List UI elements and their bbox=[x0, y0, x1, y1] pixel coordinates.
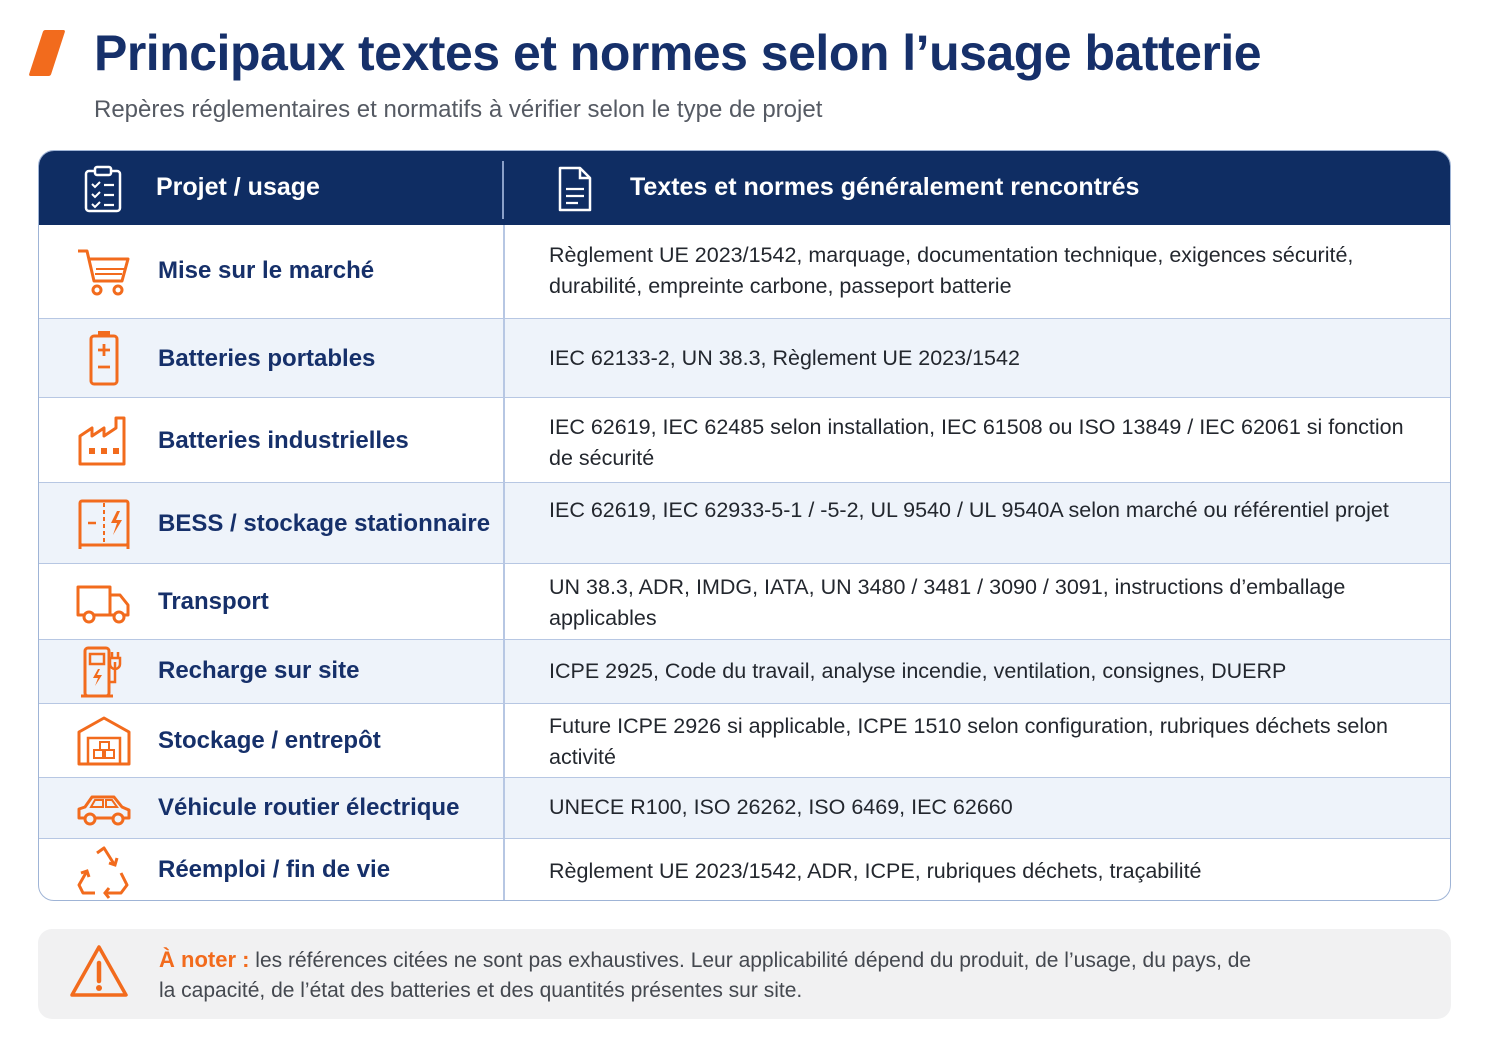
table-row bbox=[39, 639, 1450, 703]
table-row bbox=[39, 838, 1450, 901]
note-box bbox=[38, 929, 1451, 1019]
row-label: Réemploi / fin de vie bbox=[158, 856, 391, 883]
col-header-project: Projet / usage bbox=[156, 173, 320, 201]
row-standards: ICPE 2925, Code du travail, analyse incendie, ventilation, consignes, DUERP bbox=[549, 659, 1287, 683]
row-standards: Future ICPE 2926 si applicable, ICPE 1510 selon configuration, rubriques déchets selon activité bbox=[549, 714, 1389, 769]
row-label: Mise sur le marché bbox=[158, 257, 375, 284]
clipboard-checklist-icon bbox=[83, 165, 123, 213]
col-header-standards: Textes et normes généralement rencontrés bbox=[630, 173, 1140, 201]
row-label: Véhicule routier électrique bbox=[158, 794, 460, 821]
standards-table bbox=[38, 150, 1451, 901]
table-row bbox=[39, 397, 1450, 482]
row-standards: IEC 62133-2, UN 38.3, Règlement UE 2023/1542 bbox=[549, 346, 1020, 370]
recycle-icon bbox=[75, 843, 133, 901]
shopping-cart-icon bbox=[75, 243, 133, 301]
table-row bbox=[39, 777, 1450, 838]
column-divider bbox=[503, 225, 505, 901]
battery-icon bbox=[75, 329, 133, 387]
charging-station-icon bbox=[75, 644, 133, 702]
row-label: Recharge sur site bbox=[158, 657, 360, 684]
row-label: BESS / stockage stationnaire bbox=[158, 510, 491, 537]
row-standards: Règlement UE 2023/1542, ADR, ICPE, rubriques déchets, traçabilité bbox=[549, 859, 1202, 883]
title-accent-bar bbox=[29, 30, 66, 76]
table-row bbox=[39, 563, 1450, 639]
factory-icon bbox=[75, 412, 133, 470]
row-label: Stockage / entrepôt bbox=[158, 727, 381, 754]
table-row bbox=[39, 318, 1450, 397]
document-icon bbox=[555, 165, 595, 213]
warning-icon bbox=[68, 943, 130, 1001]
table-row bbox=[39, 225, 1450, 318]
row-standards: UNECE R100, ISO 26262, ISO 6469, IEC 62660 bbox=[549, 795, 1013, 819]
table-row bbox=[39, 482, 1450, 563]
row-standards: IEC 62619, IEC 62933-5-1 / -5-2, UL 9540 / UL 9540A selon marché ou référentiel projet bbox=[549, 498, 1389, 522]
row-label: Transport bbox=[158, 588, 269, 615]
table-row bbox=[39, 703, 1450, 777]
car-icon bbox=[75, 780, 133, 838]
table-header bbox=[39, 151, 1450, 225]
row-standards: UN 38.3, ADR, IMDG, IATA, UN 3480 / 3481 / 3090 / 3091, instructions d’emballage applicables bbox=[549, 575, 1346, 630]
row-standards: IEC 62619, IEC 62485 selon installation, IEC 61508 ou ISO 13849 / IEC 62061 si fonction de sécurité bbox=[549, 415, 1404, 470]
truck-icon bbox=[75, 573, 133, 631]
page-subtitle: Repères réglementaires et normatifs à vérifier selon le type de projet bbox=[94, 96, 823, 123]
row-label: Batteries industrielles bbox=[158, 427, 409, 454]
row-standards: Règlement UE 2023/1542, marquage, documentation technique, exigences sécurité, durabilité, empreinte carbone, passeport batterie bbox=[549, 243, 1354, 298]
row-label: Batteries portables bbox=[158, 345, 376, 372]
storage-container-icon bbox=[75, 495, 133, 553]
note-text bbox=[159, 945, 1259, 1006]
note-prefix: À noter : bbox=[159, 947, 250, 972]
warehouse-icon bbox=[75, 712, 133, 770]
note-body: les références citées ne sont pas exhaustives. Leur applicabilité dépend du produit, de l’usage, du pays, de la capacité, de l’état des batteries et des quantités présentes sur site. bbox=[159, 949, 1252, 1002]
header-divider bbox=[502, 161, 504, 219]
page-title: Principaux textes et normes selon l’usage batterie bbox=[94, 25, 1262, 81]
